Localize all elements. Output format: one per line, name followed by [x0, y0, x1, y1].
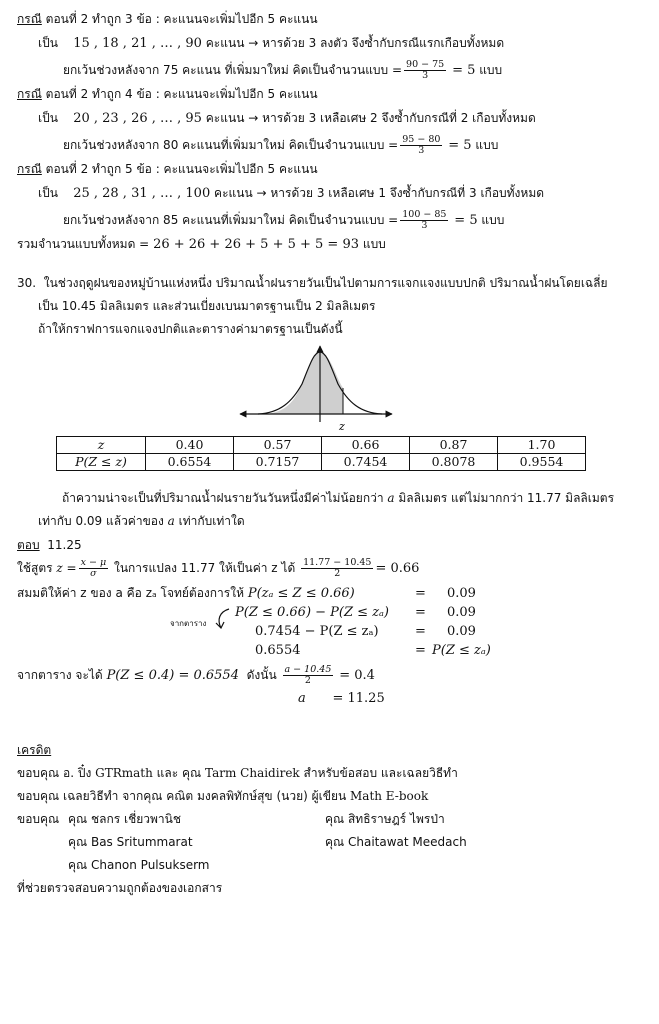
final-line: a = 11.25 — [298, 691, 385, 706]
table-cell: z — [57, 437, 146, 454]
assume-rhs: 0.09 — [447, 586, 476, 601]
credits-person: คุณ สิทธิราษฎร์ ไพรป่า — [325, 812, 445, 826]
credits-person: คุณ Chanon Pulsukserm — [68, 858, 210, 872]
brace-arrow — [213, 606, 233, 630]
eq-rhs: P(Z ≤ zₐ) — [432, 643, 491, 658]
table-cell: P(Z ≤ z) — [57, 454, 146, 471]
case-sequence: เป็น 20 , 23 , 26 , … , 95 คะแนน → หารด้วย 3 เหลือเศษ 2 จึงซ้ำกับกรณีที่ 2 เกือบทั้งหมด — [38, 111, 536, 126]
table-cell: 0.57 — [234, 437, 322, 454]
table-row — [57, 454, 586, 471]
case-heading: กรณี ตอนที่ 2 ทำถูก 4 ข้อ : คะแนนจะเพิ่มไปอีก 5 คะแนน — [17, 87, 318, 101]
normal-curve-graph — [236, 344, 396, 434]
eq-rel: = — [415, 605, 426, 620]
eq-lhs: P(Z ≤ 0.66) − P(Z ≤ zₐ) — [235, 605, 389, 620]
table-cell: 0.8078 — [410, 454, 498, 471]
credits-title: เครดิต — [17, 743, 52, 757]
shaded-area — [266, 352, 343, 414]
credits-thanks: ขอบคุณ — [17, 812, 60, 826]
table-cell: 0.40 — [146, 437, 234, 454]
credits-person: คุณ ชลกร เชี่ยวพานิช — [68, 812, 182, 826]
case-heading: กรณี ตอนที่ 2 ทำถูก 3 ข้อ : คะแนนจะเพิ่มไปอีก 5 คะแนน — [17, 12, 318, 26]
eq-rel: = — [415, 624, 426, 639]
conclusion-line: จากตาราง จะได้ P(Z ≤ 0.4) = 0.6554 ดังนั้น $\frac{a - 10.45}{2}$ = 0.4 — [17, 664, 375, 686]
credits-closing: ที่ช่วยตรวจสอบความถูกต้องของเอกสาร — [17, 881, 223, 895]
z-label: z — [339, 420, 345, 433]
eq-rhs: 0.09 — [447, 624, 476, 639]
case-except: ยกเว้นช่วงหลังจาก 80 คะแนนที่เพิ่มมาใหม่ คิดเป็นจำนวนแบบ = $\frac{95 - 80}{3}$ = 5 แบบ — [63, 134, 499, 156]
z-table — [56, 436, 586, 471]
credits-person: คุณ Chaitawat Meedach — [325, 835, 467, 849]
assume-line: สมมติให้ค่า z ของ a คือ zₐ โจทย์ต้องการให้ P(zₐ ≤ Z ≤ 0.66) — [17, 586, 355, 601]
table-cell: 0.66 — [322, 437, 410, 454]
case-except: ยกเว้นช่วงหลังจาก 85 คะแนนที่เพิ่มมาใหม่ คิดเป็นจำนวนแบบ = $\frac{100 - 85}{3}$ = 5 แบบ — [63, 209, 505, 231]
table-cell: 0.9554 — [498, 454, 586, 471]
from-table-note: จากตาราง — [170, 619, 207, 628]
assume-rel: = — [415, 586, 426, 601]
question-line: ถ้าให้กราฟการแจกแจงปกติและตารางค่ามาตรฐานเป็นดังนี้ — [38, 322, 343, 336]
answer-line: ตอบ 11.25 — [17, 538, 82, 552]
formula-line: ใช้สูตร z = $\frac{x - \mu}{\sigma}$ ในการแปลง 11.77 ให้เป็นค่า z ได้ $\frac{11.77 - 10.45}{2}$ = 0.66 — [17, 557, 420, 579]
case-heading: กรณี ตอนที่ 2 ทำถูก 5 ข้อ : คะแนนจะเพิ่มไปอีก 5 คะแนน — [17, 162, 318, 176]
table-cell: 0.7157 — [234, 454, 322, 471]
case-sequence: เป็น 15 , 18 , 21 , … , 90 คะแนน → หารด้วย 3 ลงตัว จึงซ้ำกับกรณีแรกเกือบทั้งหมด — [38, 36, 505, 51]
credits-line: ขอบคุณ อ. ปิ๋ง GTRmath และ คุณ Tarm Chaidirek สำหรับข้อสอบ และเฉลยวิธีทำ — [17, 766, 458, 780]
eq-lhs: 0.7454 − P(Z ≤ zₐ) — [255, 624, 379, 639]
question-line: ถ้าความน่าจะเป็นที่ปริมาณน้ำฝนรายวันวันหนึ่งมีค่าไม่น้อยกว่า a มิลลิเมตร แต่ไม่มากกว่า 11.77 มิลลิเมตร — [62, 491, 615, 505]
question-line: เท่ากับ 0.09 แล้วค่าของ a เท่ากับเท่าใด — [38, 514, 245, 528]
eq-rel: = — [415, 643, 426, 658]
table-cell: 0.7454 — [322, 454, 410, 471]
table-cell: 1.70 — [498, 437, 586, 454]
table-row — [57, 437, 586, 454]
total-line: รวมจำนวนแบบทั้งหมด = 26 + 26 + 26 + 5 + 5 + 5 = 93 แบบ — [17, 237, 386, 252]
question-line: เป็น 10.45 มิลลิเมตร และส่วนเบี่ยงเบนมาตรฐานเป็น 2 มิลลิเมตร — [38, 299, 376, 313]
case-sequence: เป็น 25 , 28 , 31 , … , 100 คะแนน → หารด้วย 3 เหลือเศษ 1 จึงซ้ำกับกรณีที่ 3 เกือบทั้งหมด — [38, 186, 545, 201]
table-cell: 0.6554 — [146, 454, 234, 471]
case-except: ยกเว้นช่วงหลังจาก 75 คะแนน ที่เพิ่มมาใหม่ คิดเป็นจำนวนแบบ = $\frac{90 - 75}{3}$ = 5 แบบ — [63, 59, 503, 81]
question-line: 30. ในช่วงฤดูฝนของหมู่บ้านแห่งหนึ่ง ปริมาณน้ำฝนรายวันเป็นไปตามการแจกแจงแบบปกติ ปริมาณน้ำฝนโดยเฉลี่ย — [17, 276, 608, 290]
eq-rhs: 0.09 — [447, 605, 476, 620]
credits-line: ขอบคุณ เฉลยวิธีทำ จากคุณ คณิต มงคลพิทักษ์สุข (นวย) ผู้เขียน Math E-book — [17, 789, 429, 803]
eq-lhs: 0.6554 — [255, 643, 301, 658]
table-cell: 0.87 — [410, 437, 498, 454]
credits-person: คุณ Bas Sritummarat — [68, 835, 193, 849]
